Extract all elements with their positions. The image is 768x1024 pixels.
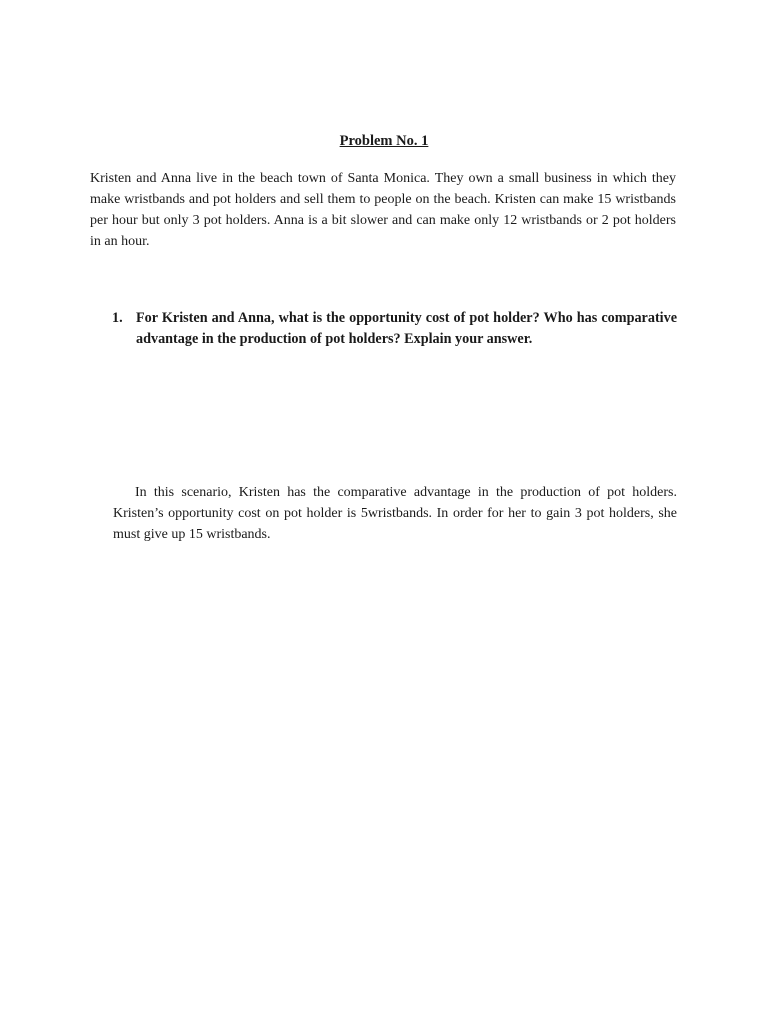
question-item: [112, 308, 677, 350]
problem-intro-paragraph: Kristen and Anna live in the beach town of Santa Monica. They own a small business in which they make wristbands and pot holders and sell them to people on the beach. Kristen can make 15 wristbands per hour but only 3 pot holders. Anna is a bit slower and can make only 12 wristbands or 2 pot holders in an hour.: [90, 171, 676, 249]
problem-title: Problem No. 1: [339, 133, 429, 149]
question-text: For Kristen and Anna, what is the opportunity cost of pot holder? Who has comparative advantage in the production of pot holders? Explain your answer.: [136, 310, 677, 347]
question-number: 1.: [112, 310, 123, 326]
answer-paragraph: In this scenario, Kristen has the comparative advantage in the production of pot holders. Kristen’s opportunity cost on pot holder is 5wristbands. In order for her to gain 3 pot holders, she must give up 15 wristbands.: [113, 485, 677, 542]
